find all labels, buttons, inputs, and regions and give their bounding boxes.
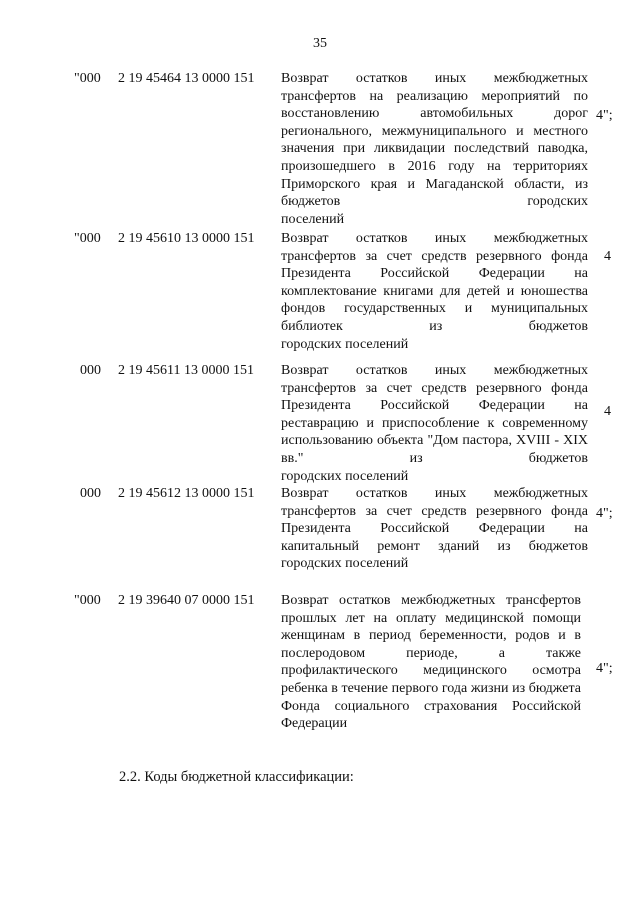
budget-classification-code: 2 19 45464 13 0000 151 — [118, 71, 255, 86]
norm-value: 4 — [604, 249, 611, 264]
budget-classification-code: 2 19 45610 13 0000 151 — [118, 231, 255, 246]
section-heading: 2.2. Коды бюджетной классификации: — [119, 769, 354, 785]
income-description: Возврат остатков межбюджетных трансфертов прошлых лет на оплату медицинской помощи женщинам в период беременности, родов и в послеродовом периоде, а также профилактического медицинского осмотра ребенка в течение первого года жизни из бюджета Фонда социального страхования Российской Федерации — [281, 593, 581, 732]
norm-value: 4 — [604, 404, 611, 419]
income-description: Возврат остатков иных межбюджетных трансфертов за счет средств резервного фонда Президента Российской Федерации на реставрацию и приспособление к современному использованию объекта "Дом пастора, XVIII - XIX вв." из бюджетов городских поселений — [281, 363, 588, 484]
income-description: Возврат остатков иных межбюджетных трансфертов за счет средств резервного фонда Президента Российской Федерации на капитальный ремонт зданий из бюджетов городских поселений — [281, 486, 588, 572]
page-number: 35 — [313, 36, 327, 51]
budget-classification-code: 2 19 45611 13 0000 151 — [118, 363, 254, 378]
budget-classification-code: 2 19 45612 13 0000 151 — [118, 486, 255, 501]
norm-value: 4"; — [596, 506, 613, 521]
income-description: Возврат остатков иных межбюджетных трансфертов на реализацию мероприятий по восстановлению автомобильных дорог регионального, межмуниципального и местного значения при ликвидации последствий паводка, произошедшего в 2016 году на территориях Приморского края и Магаданской области, из бюджетов городских поселений — [281, 71, 588, 227]
income-description: Возврат остатков иных межбюджетных трансфертов за счет средств резервного фонда Президента Российской Федерации на комплектование книгами для детей и юношества фондов государственных и муниципальных библиотек из бюджетов городских поселений — [281, 231, 588, 352]
admin-code: "000 — [74, 593, 101, 608]
admin-code: 000 — [80, 486, 101, 501]
admin-code: "000 — [74, 71, 101, 86]
norm-value: 4"; — [596, 661, 613, 676]
admin-code: 000 — [80, 363, 101, 378]
norm-value: 4"; — [596, 108, 613, 123]
budget-classification-code: 2 19 39640 07 0000 151 — [118, 593, 255, 608]
admin-code: "000 — [74, 231, 101, 246]
